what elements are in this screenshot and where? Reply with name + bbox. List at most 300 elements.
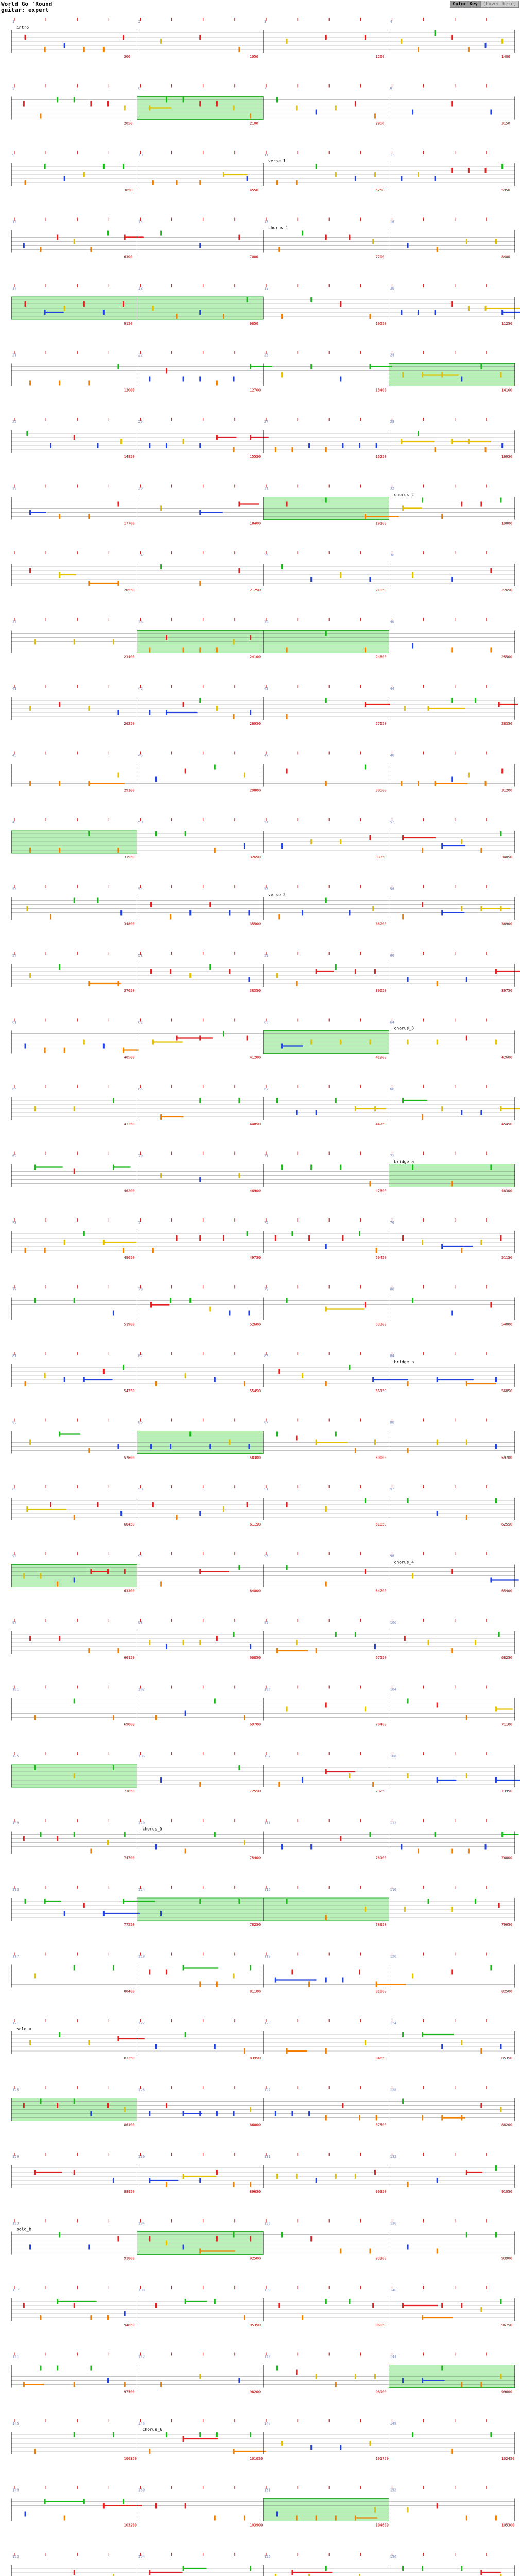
measure-number: 71 [264, 1154, 269, 1158]
measure-number: 9 [12, 153, 15, 157]
running-score: 26950 [250, 722, 261, 726]
running-score: 93900 [501, 2256, 513, 2261]
measure-number: 79 [264, 1287, 269, 1292]
measure-number: 94 [138, 1554, 143, 1558]
running-score: 24800 [375, 655, 387, 659]
measure-number: 33 [12, 553, 17, 557]
measure-number: 64 [390, 1020, 394, 1025]
measure-number: 105 [12, 1754, 19, 1758]
running-score: 14100 [501, 388, 513, 393]
measure-number: 17 [12, 286, 17, 291]
measure-number: 55 [264, 887, 269, 891]
measure-number: 57 [12, 954, 17, 958]
running-score: 105300 [501, 2523, 515, 2528]
measure-number: 72 [390, 1154, 394, 1158]
running-score: 90350 [375, 2190, 387, 2194]
measure-number: 3 [264, 20, 267, 24]
running-score: 59700 [501, 1455, 513, 1460]
running-score: 34800 [124, 922, 135, 926]
running-score: 100350 [124, 2456, 137, 2461]
measure-number: 20 [390, 286, 394, 291]
running-score: 21950 [375, 588, 387, 592]
running-score: 56850 [501, 1389, 513, 1393]
measure-number: 18 [138, 286, 143, 291]
running-score: 60450 [124, 1522, 135, 1527]
measure-number: 68 [390, 1087, 394, 1091]
running-score: 6300 [124, 255, 133, 259]
running-score: 38350 [250, 989, 261, 993]
measure-number: 103 [264, 1687, 271, 1692]
running-score: 65400 [501, 1589, 513, 1594]
running-score: 49050 [124, 1256, 135, 1260]
running-score: 16250 [375, 455, 387, 459]
measure-number: 81 [12, 1354, 17, 1358]
running-score: 54750 [124, 1389, 135, 1393]
measure-number: 128 [390, 2088, 397, 2092]
running-score: 36200 [375, 922, 387, 926]
running-score: 99600 [501, 2389, 513, 2394]
measure-number: 112 [390, 1821, 397, 1825]
measure-number: 22 [138, 353, 143, 358]
running-score: 11250 [501, 321, 513, 326]
measure-number: 138 [138, 2288, 145, 2292]
measure-number: 123 [264, 2021, 271, 2025]
running-score: 101750 [375, 2456, 389, 2461]
running-score: 13400 [375, 388, 387, 393]
running-score: 10550 [375, 321, 387, 326]
measure-number: 16 [390, 219, 394, 224]
running-score: 300 [124, 55, 131, 59]
measure-number: 54 [138, 887, 143, 891]
measure-number: 87 [264, 1420, 269, 1425]
measure-number: 88 [390, 1420, 394, 1425]
measure-number: 91 [264, 1487, 269, 1492]
measure-number: 148 [390, 2421, 397, 2426]
running-score: 81100 [250, 1989, 261, 1994]
measure-number: 140 [390, 2288, 397, 2292]
section-label: bridge_b [394, 1360, 414, 1364]
measure-number: 131 [264, 2155, 271, 2159]
measure-number: 146 [138, 2421, 145, 2426]
running-score: 102450 [501, 2456, 515, 2461]
measure-number: 26 [138, 420, 143, 424]
section-label: chorus_5 [142, 1826, 163, 1832]
section-label: chorus_3 [394, 1026, 414, 1031]
running-score: 2100 [250, 121, 258, 126]
measure-number: 50 [138, 820, 143, 824]
running-score: 68250 [501, 1656, 513, 1660]
running-score: 17700 [124, 521, 135, 526]
measure-number: 124 [390, 2021, 397, 2025]
running-score: 42600 [501, 1055, 513, 1060]
running-score: 37650 [124, 989, 135, 993]
running-score: 57600 [124, 1455, 135, 1460]
measure-number: 135 [264, 2221, 271, 2226]
measure-number: 98 [138, 1621, 143, 1625]
measure-number: 84 [390, 1354, 394, 1358]
running-score: 39750 [501, 989, 513, 993]
measure-number: 65 [12, 1087, 17, 1091]
running-score: 101050 [250, 2456, 263, 2461]
measure-number: 76 [390, 1221, 394, 1225]
section-label: verse_2 [268, 892, 286, 897]
running-score: 103200 [124, 2523, 137, 2528]
running-score: 98200 [250, 2389, 261, 2394]
measure-number: 144 [390, 2354, 397, 2359]
measure-number: 28 [390, 420, 394, 424]
running-score: 53300 [375, 1322, 387, 1327]
running-score: 1400 [501, 55, 510, 59]
running-score: 7000 [250, 255, 258, 259]
section-label: bridge_a [394, 1159, 414, 1164]
section-label: chorus_6 [142, 2427, 163, 2432]
running-score: 12000 [124, 388, 135, 393]
running-score: 95350 [250, 2323, 261, 2327]
color-key-hint[interactable]: (hover here) [480, 1, 519, 8]
running-score: 28350 [501, 722, 513, 726]
measure-number: 6 [138, 86, 141, 91]
measure-number: 19 [264, 286, 269, 291]
running-score: 5950 [501, 188, 510, 192]
running-score: 76800 [501, 1856, 513, 1860]
running-score: 14850 [124, 455, 135, 459]
measure-number: 145 [12, 2421, 19, 2426]
running-score: 2950 [375, 121, 385, 126]
running-score: 64700 [375, 1589, 387, 1594]
measure-number: 104 [390, 1687, 397, 1692]
running-score: 8400 [501, 255, 510, 259]
measure-number: 46 [138, 753, 143, 758]
measure-number: 99 [264, 1621, 269, 1625]
running-score: 1200 [375, 55, 385, 59]
measure-number: 121 [12, 2021, 19, 2025]
measure-number: 152 [390, 2488, 397, 2493]
measure-number: 90 [138, 1487, 143, 1492]
measure-number: 25 [12, 420, 17, 424]
measure-number: 155 [264, 2555, 271, 2559]
running-score: 82500 [501, 1989, 513, 1994]
measure-number: 4 [390, 20, 392, 24]
measure-number: 10 [138, 153, 143, 157]
measure-number: 133 [12, 2221, 19, 2226]
running-score: 12700 [250, 388, 261, 393]
measure-number: 127 [264, 2088, 271, 2092]
measure-number: 14 [138, 219, 143, 224]
measure-number: 126 [138, 2088, 145, 2092]
running-score: 83950 [250, 2056, 261, 2060]
running-score: 61850 [375, 1522, 387, 1527]
running-score: 4550 [250, 188, 258, 192]
measure-number: 52 [390, 820, 394, 824]
running-score: 5250 [375, 188, 385, 192]
measure-number: 67 [264, 1087, 269, 1091]
measure-number: 29 [12, 486, 17, 491]
measure-number: 102 [138, 1687, 145, 1692]
running-score: 77550 [124, 1923, 135, 1927]
running-score: 79650 [501, 1923, 513, 1927]
running-score: 23400 [124, 655, 135, 659]
running-score: 33350 [375, 855, 387, 859]
measure-number: 156 [390, 2555, 397, 2559]
measure-number: 111 [264, 1821, 271, 1825]
measure-number: 1 [12, 20, 15, 24]
measure-number: 40 [390, 620, 394, 624]
running-score: 45450 [501, 1122, 513, 1126]
running-score: 18400 [250, 521, 261, 526]
measure-number: 86 [138, 1420, 143, 1425]
running-score: 94650 [124, 2323, 135, 2327]
measure-number: 23 [264, 353, 269, 358]
measure-number: 66 [138, 1087, 143, 1091]
measure-number: 117 [12, 1954, 19, 1959]
running-score: 70400 [375, 1722, 387, 1727]
measure-number: 13 [12, 219, 17, 224]
running-score: 56150 [375, 1389, 387, 1393]
running-score: 3150 [501, 121, 510, 126]
measure-number: 7 [264, 86, 267, 91]
running-score: 97500 [124, 2389, 135, 2394]
measure-number: 119 [264, 1954, 271, 1959]
running-score: 73250 [375, 1789, 387, 1793]
running-score: 96050 [375, 2323, 387, 2327]
measure-number: 108 [390, 1754, 397, 1758]
measure-number: 89 [12, 1487, 17, 1492]
section-label: solo_a [16, 2027, 31, 2031]
running-score: 29800 [250, 788, 261, 793]
running-score: 63300 [124, 1589, 135, 1594]
measure-number: 96 [390, 1554, 394, 1558]
running-score: 59000 [375, 1455, 387, 1460]
measure-number: 38 [138, 620, 143, 624]
running-score: 88200 [501, 2123, 513, 2127]
running-score: 92500 [250, 2256, 261, 2261]
instrument-difficulty: guitar: expert [1, 7, 49, 13]
measure-number: 34 [138, 553, 143, 557]
measure-number: 44 [390, 687, 394, 691]
running-score: 64000 [250, 1589, 261, 1594]
measure-number: 21 [12, 353, 17, 358]
running-score: 55450 [250, 1389, 261, 1393]
running-score: 48300 [501, 1189, 513, 1193]
running-score: 71850 [124, 1789, 135, 1793]
running-score: 9850 [250, 321, 258, 326]
running-score: 19800 [501, 521, 513, 526]
measure-number: 92 [390, 1487, 394, 1492]
measure-number: 8 [390, 86, 392, 91]
running-score: 96750 [501, 2323, 513, 2327]
measure-number: 60 [390, 954, 394, 958]
song-title: World Go 'Round [1, 1, 53, 7]
running-score: 35500 [250, 922, 261, 926]
running-score: 62550 [501, 1522, 513, 1527]
running-score: 43350 [124, 1122, 135, 1126]
running-score: 21250 [250, 588, 261, 592]
measure-number: 106 [138, 1754, 145, 1758]
running-score: 74700 [124, 1856, 135, 1860]
running-score: 93200 [375, 2256, 387, 2261]
measure-number: 122 [138, 2021, 145, 2025]
running-score: 78950 [375, 1923, 387, 1927]
running-score: 71100 [501, 1722, 513, 1727]
measure-number: 45 [12, 753, 17, 758]
running-score: 36900 [501, 922, 513, 926]
running-score: 80400 [124, 1989, 135, 1994]
measure-number: 130 [138, 2155, 145, 2159]
measure-number: 12 [390, 153, 394, 157]
measure-number: 61 [12, 1020, 17, 1025]
measure-number: 120 [390, 1954, 397, 1959]
running-score: 91800 [124, 2256, 135, 2261]
running-score: 72550 [250, 1789, 261, 1793]
running-score: 9150 [124, 321, 133, 326]
running-score: 44050 [250, 1122, 261, 1126]
measure-number: 132 [390, 2155, 397, 2159]
running-score: 32650 [250, 855, 261, 859]
measure-number: 70 [138, 1154, 143, 1158]
measure-number: 69 [12, 1154, 17, 1158]
measure-number: 58 [138, 954, 143, 958]
measure-number: 100 [390, 1621, 397, 1625]
measure-number: 110 [138, 1821, 145, 1825]
measure-number: 24 [390, 353, 394, 358]
measure-number: 82 [138, 1354, 143, 1358]
running-score: 104600 [375, 2523, 389, 2528]
measure-number: 153 [12, 2555, 19, 2559]
measure-number: 137 [12, 2288, 19, 2292]
running-score: 40500 [124, 1055, 135, 1060]
measure-number: 48 [390, 753, 394, 758]
running-score: 67550 [375, 1656, 387, 1660]
measure-number: 141 [12, 2354, 19, 2359]
running-score: 54000 [501, 1322, 513, 1327]
measure-number: 85 [12, 1420, 17, 1425]
measure-number: 59 [264, 954, 269, 958]
running-score: 41200 [250, 1055, 261, 1060]
running-score: 73950 [501, 1789, 513, 1793]
running-score: 24100 [250, 655, 261, 659]
running-score: 25500 [501, 655, 513, 659]
running-score: 86800 [250, 2123, 261, 2127]
measure-number: 150 [138, 2488, 145, 2493]
measure-number: 95 [264, 1554, 269, 1558]
running-score: 34050 [501, 855, 513, 859]
running-score: 46200 [124, 1189, 135, 1193]
section-label: verse_1 [268, 159, 286, 163]
measure-number: 31 [264, 486, 269, 491]
running-score: 83250 [124, 2056, 135, 2060]
running-score: 51150 [501, 1256, 513, 1260]
measure-number: 51 [264, 820, 269, 824]
running-score: 20550 [124, 588, 135, 592]
running-score: 1050 [250, 55, 258, 59]
running-score: 89650 [250, 2190, 261, 2194]
section-label: intro [16, 25, 29, 30]
measure-number: 49 [12, 820, 17, 824]
running-score: 84650 [375, 2056, 387, 2060]
measure-number: 143 [264, 2354, 271, 2359]
running-score: 29100 [124, 788, 135, 793]
measure-number: 134 [138, 2221, 145, 2226]
measure-number: 83 [264, 1354, 269, 1358]
running-score: 16950 [501, 455, 513, 459]
running-score: 31950 [124, 855, 135, 859]
measure-number: 80 [390, 1287, 394, 1292]
running-score: 2050 [124, 121, 133, 126]
running-score: 19100 [375, 521, 387, 526]
measure-number: 62 [138, 1020, 143, 1025]
measure-number: 43 [264, 687, 269, 691]
running-score: 98900 [375, 2389, 387, 2394]
measure-number: 142 [138, 2354, 145, 2359]
running-score: 7700 [375, 255, 385, 259]
color-key-label[interactable]: Color Key [450, 1, 480, 8]
measure-number: 63 [264, 1020, 269, 1025]
running-score: 76100 [375, 1856, 387, 1860]
measure-number: 53 [12, 887, 17, 891]
measure-number: 97 [12, 1621, 17, 1625]
measure-number: 147 [264, 2421, 271, 2426]
running-score: 69700 [250, 1722, 261, 1727]
running-score: 39050 [375, 989, 387, 993]
running-score: 103900 [250, 2523, 263, 2528]
running-score: 88950 [124, 2190, 135, 2194]
section-label: chorus_2 [394, 492, 414, 497]
measure-number: 154 [138, 2555, 145, 2559]
measure-number: 37 [12, 620, 17, 624]
running-score: 87500 [375, 2123, 387, 2127]
running-score: 61150 [250, 1522, 261, 1527]
running-score: 27650 [375, 722, 387, 726]
running-score: 49750 [250, 1256, 261, 1260]
running-score: 66150 [124, 1656, 135, 1660]
section-label: solo_b [16, 2227, 31, 2232]
measure-number: 74 [138, 1221, 143, 1225]
running-score: 47600 [375, 1189, 387, 1193]
measure-number: 151 [264, 2488, 271, 2493]
measure-number: 136 [390, 2221, 397, 2226]
measure-number: 77 [12, 1287, 17, 1292]
running-score: 15550 [250, 455, 261, 459]
measure-number: 73 [12, 1221, 17, 1225]
running-score: 26250 [124, 722, 135, 726]
measure-number: 11 [264, 153, 269, 157]
measure-number: 2 [138, 20, 141, 24]
measure-number: 56 [390, 887, 394, 891]
running-score: 46900 [250, 1189, 261, 1193]
measure-number: 116 [390, 1888, 397, 1892]
measure-number: 149 [12, 2488, 19, 2493]
measure-number: 15 [264, 219, 269, 224]
measure-number: 32 [390, 486, 394, 491]
measure-number: 42 [138, 687, 143, 691]
measure-number: 36 [390, 553, 394, 557]
section-label: chorus_1 [268, 225, 288, 230]
measure-number: 118 [138, 1954, 145, 1959]
running-score: 75400 [250, 1856, 261, 1860]
running-score: 66850 [250, 1656, 261, 1660]
measure-number: 93 [12, 1554, 17, 1558]
running-score: 85350 [501, 2056, 513, 2060]
running-score: 58300 [250, 1455, 261, 1460]
measure-number: 101 [12, 1687, 19, 1692]
running-score: 30500 [375, 788, 387, 793]
running-score: 51900 [124, 1322, 135, 1327]
measure-number: 35 [264, 553, 269, 557]
running-score: 22650 [501, 588, 513, 592]
measure-number: 109 [12, 1821, 19, 1825]
running-score: 91050 [501, 2190, 513, 2194]
measure-number: 75 [264, 1221, 269, 1225]
